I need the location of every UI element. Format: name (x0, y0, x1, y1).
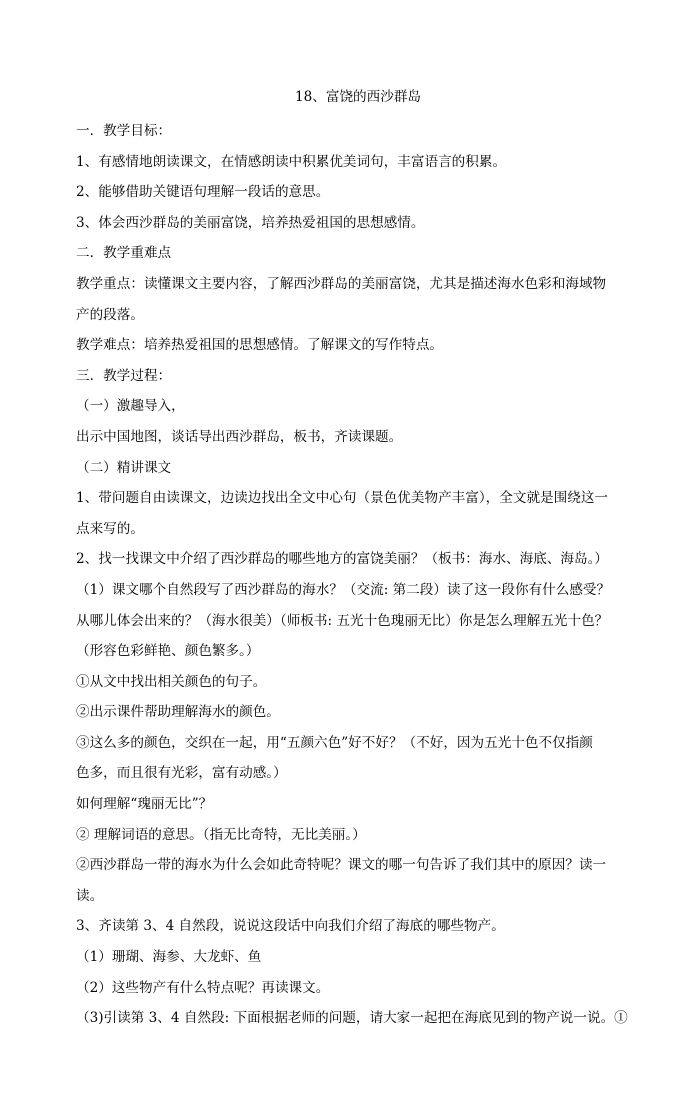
document-line: 一．教学目标： (76, 123, 172, 139)
document-line: ③这么多的颜色，交织在一起，用“五颜六色”好不好？（不好，因为五光十色不仅指颜 (76, 734, 593, 751)
document-line: （2）这些物产有什么特点呢？再读课文。 (76, 979, 330, 996)
document-line: 读。 (76, 887, 104, 904)
document-line: 1、有感情地朗读课文，在情感朗读中积累优美词句，丰富语言的积累。 (76, 153, 507, 170)
document-line: 3、齐读第 3、4 自然段，说说这段话中向我们介绍了海底的哪些物产。 (76, 918, 505, 935)
document-line: 教学重点：读懂课文主要内容，了解西沙群岛的美丽富饶，尤其是描述海水色彩和海域物 (76, 275, 607, 292)
document-line: 3、体会西沙群岛的美丽富饶，培养热爱祖国的思想感情。 (76, 214, 425, 231)
document-lines (76, 116, 628, 1034)
document-line: 二．教学重难点 (76, 245, 172, 262)
document-line: ①从文中找出相关颜色的句子。 (76, 673, 267, 690)
document-line: 2、能够借助关键语句理解一段话的意思。 (76, 184, 330, 201)
document-line: ②出示课件帮助理解海水的颜色。 (76, 704, 280, 721)
document-line: （形容色彩鲜艳、颜色繁多。） (76, 643, 260, 660)
document-line: ② 理解词语的意思。（指无比奇特，无比美丽。） (76, 826, 366, 843)
document-line: （一）激趣导入， (76, 398, 185, 415)
document-line: 出示中国地图，谈话导出西沙群岛，板书，齐读课题。 (76, 428, 403, 445)
document-line: 教学难点：培养热爱祖国的思想感情。了解课文的写作特点。 (76, 337, 444, 354)
document-line: ②西沙群岛一带的海水为什么会如此奇特呢？课文的哪一句告诉了我们其中的原因？读一 (76, 857, 607, 874)
document-line: 三．教学过程： (76, 367, 172, 384)
document-line: 点来写的。 (76, 520, 144, 537)
document-line: 从哪儿体会出来的？（海水很美）（师板书: 五光十色瑰丽无比）你是怎么理解五光十色？ (76, 612, 609, 629)
document-line: 色多，而且很有光彩，富有动感。） (76, 765, 287, 782)
document-line: （1）珊瑚、海参、大龙虾、鱼 (76, 949, 262, 966)
document-body (76, 86, 628, 1034)
document-line: （1）课文哪个自然段写了西沙群岛的海水？（交流: 第二段）读了这一段你有什么感受？ (76, 581, 611, 598)
document-line: 2、找一找课文中介绍了西沙群岛的哪些地方的富饶美丽？（板书：海水、海底、海岛。） (76, 551, 609, 568)
document-title: 18、富饶的西沙群岛 (294, 89, 422, 105)
document-line: （二）精讲课文 (76, 459, 172, 476)
document-line: 如何理解“瑰丽无比”？ (76, 796, 213, 813)
document-line: （3)引读第 3、4 自然段: 下面根据老师的问题，请大家一起把在海底见到的物产说一说。① (76, 1010, 628, 1027)
document-line: 产的段落。 (76, 306, 144, 323)
document-line: 1、带问题自由读课文，边读边找出全文中心句（景色优美物产丰富），全文就是围绕这一 (76, 490, 609, 507)
